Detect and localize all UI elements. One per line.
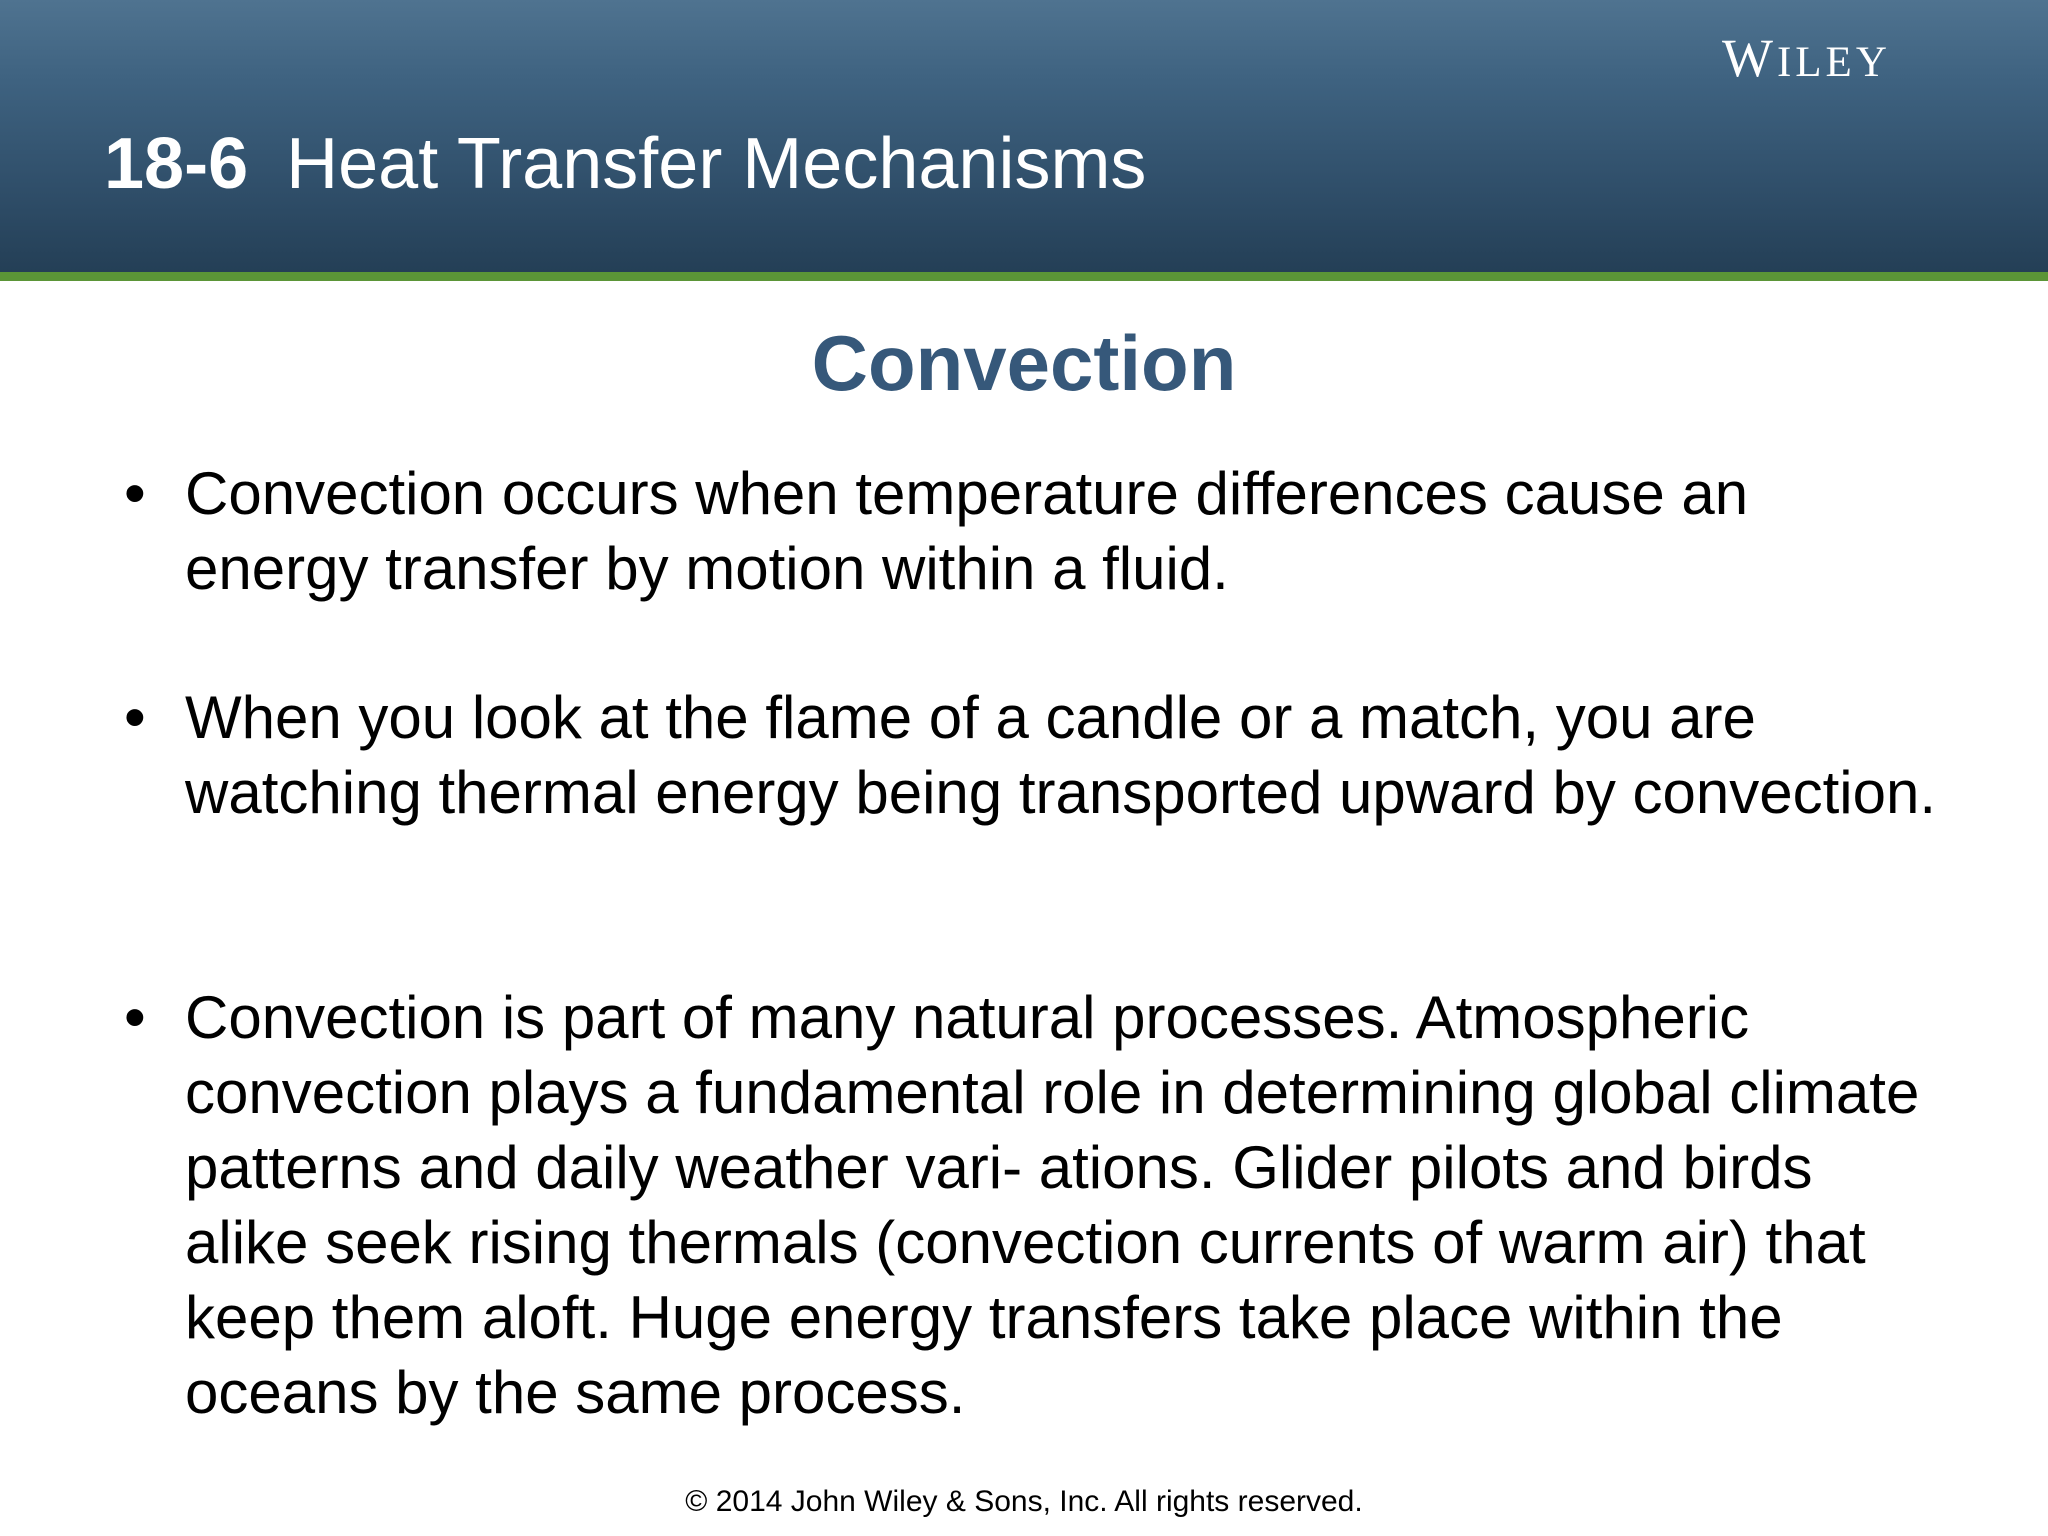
bullet-dot: •: [124, 983, 146, 1052]
slide-title: [104, 122, 1146, 206]
bullet-dot: •: [124, 459, 146, 528]
logo-letters-iley: ILEY: [1776, 39, 1891, 86]
bullet-text: When you look at the flame of a candle or a match, you are watching thermal energy being transported upward by convection.: [185, 684, 1937, 826]
copyright-footer: © 2014 John Wiley & Sons, Inc. All rights reserved.: [685, 1485, 1363, 1518]
slide-subtitle: Convection: [811, 319, 1237, 407]
wiley-logo: [1722, 28, 1891, 93]
logo-letter-w: W: [1722, 28, 1777, 88]
section-number: 18-6: [104, 124, 249, 204]
header-accent-stripe: [0, 272, 2048, 281]
bullet-text: Convection is part of many natural processes. Atmospheric convection plays a fundamental role in determining global climate patterns and daily weather vari- ations. Glider pilots and birds alike seek rising thermals (convection currents of warm air) that keep them aloft. Huge energy transfers take place within the oceans by the same process.: [185, 984, 1920, 1426]
section-title: Heat Transfer Mechanisms: [286, 124, 1147, 204]
bullet-text: Convection occurs when temperature differences cause an energy transfer by motion within a fluid.: [185, 460, 1749, 602]
bullet-dot: •: [124, 683, 146, 752]
